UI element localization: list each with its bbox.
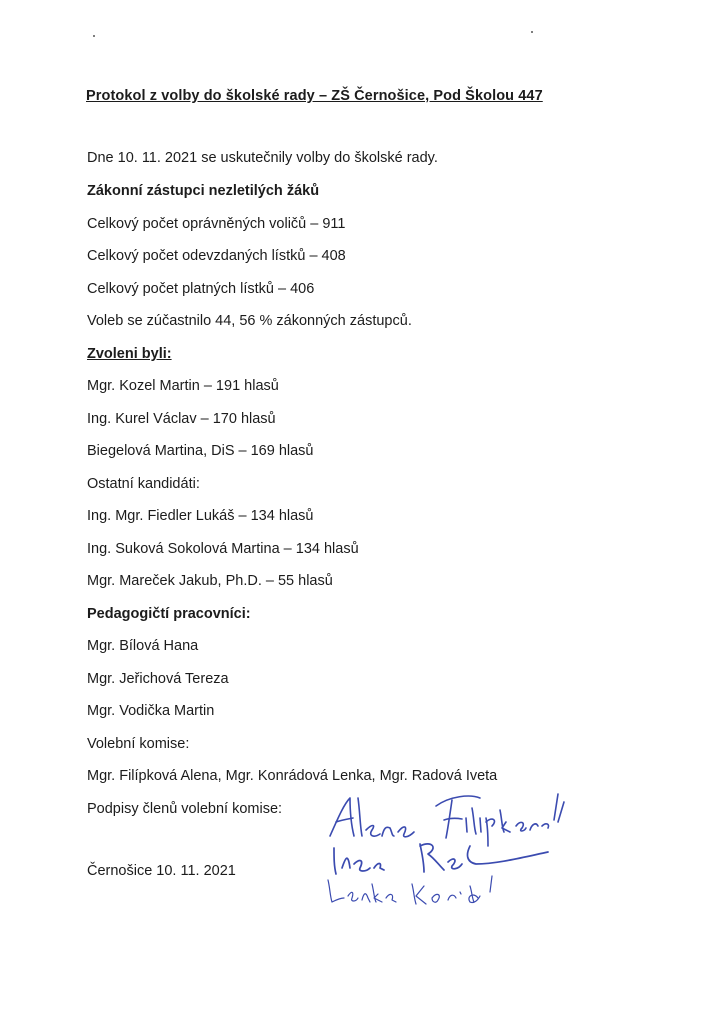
other-candidates-heading: Ostatní kandidáti: (87, 476, 200, 492)
elected-heading: Zvoleni byli: (87, 346, 172, 362)
scan-speck (93, 35, 95, 37)
signature-filipkova (330, 794, 564, 846)
teacher-item: Mgr. Bílová Hana (87, 638, 199, 654)
elected-item: Ing. Kurel Václav – 170 hlasů (87, 411, 276, 427)
handwritten-signatures (320, 788, 580, 908)
elected-item: Mgr. Kozel Martin – 191 hlasů (87, 378, 279, 394)
commission-heading: Volební komise: (87, 736, 190, 752)
document-title: Protokol z volby do školské rady – ZŠ Černošice, Pod Školou 447 (86, 88, 543, 104)
stat-issued-ballots: Celkový počet odevzdaných lístků – 408 (87, 248, 346, 264)
stat-eligible-voters: Celkový počet oprávněných voličů – 911 (87, 216, 346, 232)
signatures-label: Podpisy členů volební komise: (87, 801, 283, 817)
signature-radova (334, 844, 548, 874)
section-parents-heading: Zákonní zástupci nezletilých žáků (87, 183, 320, 199)
stat-valid-ballots: Celkový počet platných lístků – 406 (87, 281, 315, 297)
place-date: Černošice 10. 11. 2021 (87, 863, 236, 879)
commission-members: Mgr. Filípková Alena, Mgr. Konrádová Lenka, Mgr. Radová Iveta (87, 768, 498, 784)
intro-text: Dne 10. 11. 2021 se uskutečnily volby do školské rady. (87, 150, 438, 166)
teachers-heading: Pedagogičtí pracovníci: (87, 606, 251, 622)
teacher-item: Mgr. Vodička Martin (87, 703, 215, 719)
other-candidate-item: Ing. Suková Sokolová Martina – 134 hlasů (87, 541, 359, 557)
elected-item: Biegelová Martina, DiS – 169 hlasů (87, 443, 314, 459)
other-candidate-item: Ing. Mgr. Fiedler Lukáš – 134 hlasů (87, 508, 314, 524)
turnout-text: Voleb se zúčastnilo 44, 56 % zákonných zástupců. (87, 313, 412, 329)
signature-konradova (328, 876, 492, 904)
teacher-item: Mgr. Jeřichová Tereza (87, 671, 229, 687)
scan-speck (531, 31, 533, 33)
other-candidate-item: Mgr. Mareček Jakub, Ph.D. – 55 hlasů (87, 573, 333, 589)
